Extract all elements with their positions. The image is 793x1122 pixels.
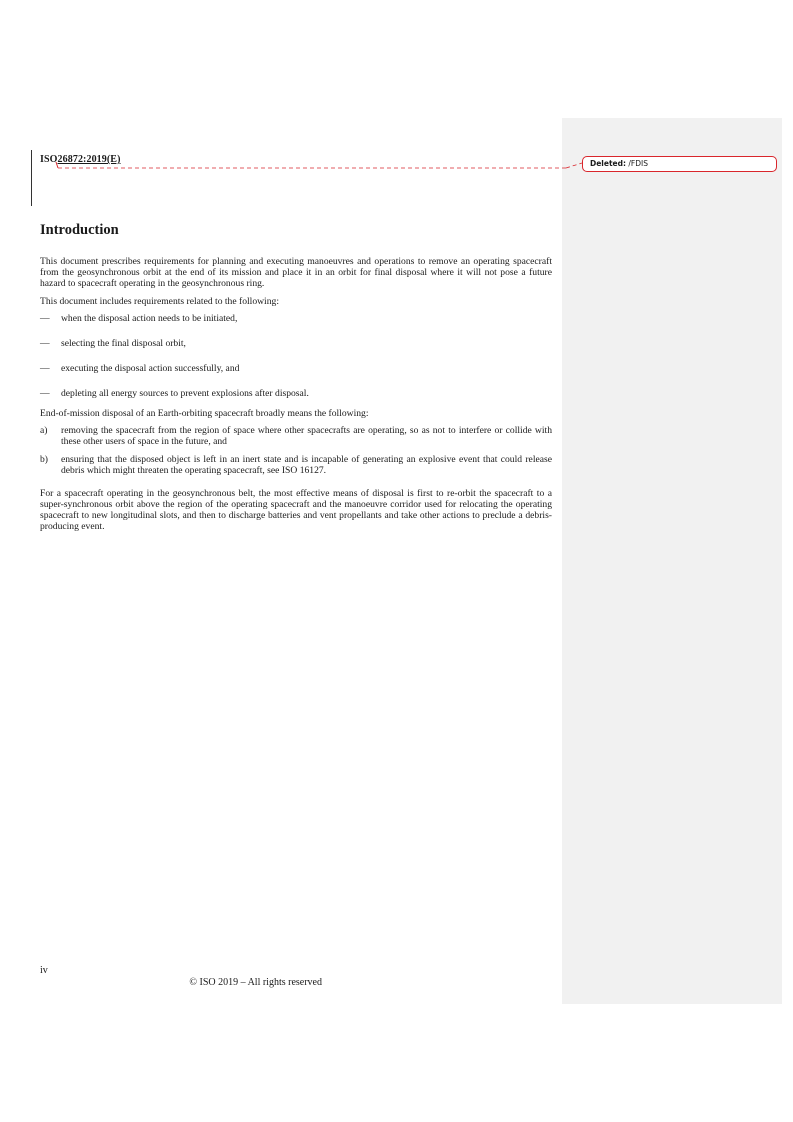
- list-item-text: executing the disposal action successfully, and: [61, 363, 240, 375]
- list-item-text: ensuring that the disposed object is left in an inert state and is incapable of generating an explosive event that could release debris which might threaten the operating spacecraft, see ISO 16127.: [61, 454, 552, 477]
- deleted-comment-balloon[interactable]: [582, 156, 777, 172]
- copyright-notice: © ISO 2019 – All rights reserved: [189, 977, 322, 988]
- list-item-text: removing the spacecraft from the region of space where other spacecrafts are operating, so as not to interfere or collide with these other users of space in the future, and: [61, 424, 552, 448]
- header-id-prefix: ISO: [40, 154, 58, 165]
- body-text: [40, 256, 552, 538]
- page-number: iv: [40, 965, 48, 976]
- list-item: [40, 388, 552, 399]
- list-item: [40, 425, 552, 447]
- list-item-text: depleting all energy sources to prevent explosions after disposal.: [61, 388, 309, 400]
- closing-paragraph: For a spacecraft operating in the geosynchronous belt, the most effective means of disposal is first to re-orbit the spacecraft to a super-synchronous orbit above the region of the operating spacecraft and the manoeuvre corridor used for relocating the operating spacecraft to new longitudinal slots, and then to discharge batteries and vent propellants and take other actions to preclude a debris-producing event.: [40, 487, 552, 533]
- intro-paragraph: This document prescribes requirements for planning and executing manoeuvres and operations to remove an operating spacecraft from the geosynchronous orbit at the end of its mission and place it in an orbit for final disposal where it will not pose a future hazard to spacecraft operating in the geosynchronous ring.: [40, 256, 552, 290]
- list-item: [40, 313, 552, 324]
- list-item: [40, 338, 552, 349]
- requirements-intro: This document includes requirements related to the following:: [40, 295, 279, 307]
- section-heading: Introduction: [40, 222, 119, 238]
- disposal-intro: End-of-mission disposal of an Earth-orbiting spacecraft broadly means the following:: [40, 407, 369, 419]
- dash-mark: —: [40, 312, 50, 324]
- list-item: [40, 454, 552, 476]
- comment-text: /FDIS: [628, 159, 648, 168]
- header-id-rest: 26872:2019(E): [57, 154, 121, 165]
- dash-mark: —: [40, 363, 50, 375]
- dash-mark: —: [40, 338, 50, 350]
- list-letter: b): [40, 454, 48, 466]
- list-item: [40, 363, 552, 374]
- list-item-text: selecting the final disposal orbit,: [61, 338, 186, 350]
- comment-pane: [562, 118, 782, 1004]
- comment-label: Deleted:: [590, 159, 627, 168]
- list-item-text: when the disposal action needs to be initiated,: [61, 312, 238, 324]
- dash-mark: —: [40, 388, 50, 400]
- list-letter: a): [40, 424, 48, 436]
